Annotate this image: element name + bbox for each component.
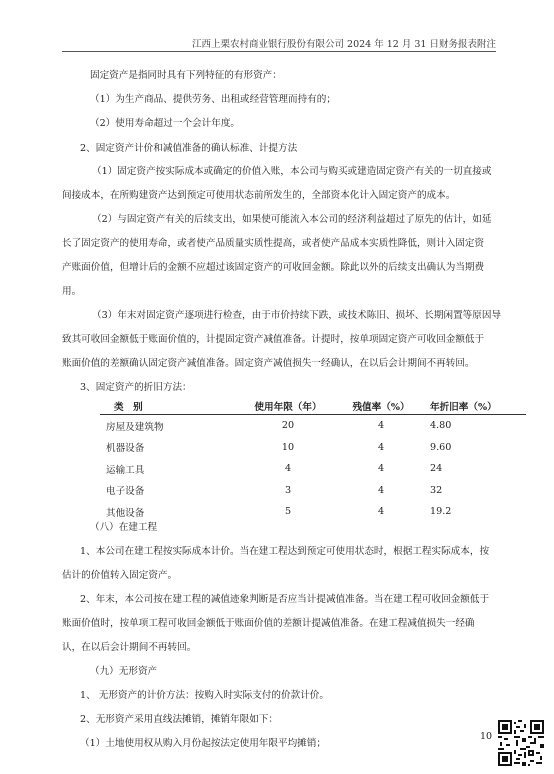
table-cell: 3 xyxy=(284,484,292,496)
paragraph-line: （2）使用寿命超过一个会计年度。 xyxy=(90,118,241,129)
table-row xyxy=(100,458,526,480)
table-cell: 4 xyxy=(284,463,292,475)
section-heading: 3、固定资产的折旧方法： xyxy=(80,382,192,393)
table-cell: 5 xyxy=(284,506,292,518)
table-cell: 运输工具 xyxy=(106,464,145,476)
table-cell: 4 xyxy=(377,506,385,518)
header-rule xyxy=(62,51,496,52)
paragraph-line: 用。 xyxy=(62,286,82,297)
paragraph-line: 长了固定资产的使用寿命，或者使产品质量实质性提高，或者使产品成本实质性降低，则计入固定资 xyxy=(62,238,485,249)
table-cell: 20 xyxy=(281,420,295,432)
table-cell: 电子设备 xyxy=(106,486,145,498)
table-cell: 其他设备 xyxy=(106,507,145,519)
paragraph-line: （3）年末对固定资产逐项进行检查，由于市价持续下跌，或技术陈旧、损坏、长期闲置等原因导 xyxy=(92,310,502,321)
qr-code-icon xyxy=(498,720,544,766)
paragraph-line: 间接成本，在所购建资产达到预定可使用状态前所发生的，全部资本化计入固定资产的成本。 xyxy=(62,190,456,201)
table-cell: 4 xyxy=(377,420,385,432)
section-heading: （九）无形资产 xyxy=(90,666,158,677)
table-cell: 4 xyxy=(377,441,385,453)
section-heading: （八）在建工程 xyxy=(90,522,158,533)
table-row xyxy=(100,415,526,437)
table-cell: 4 xyxy=(377,484,385,496)
table-cell: 房屋及建筑物 xyxy=(106,421,164,433)
paragraph-line: （2）与固定资产有关的后续支出，如果使可能流入本公司的经济利益超过了原先的估计，如延 xyxy=(92,214,492,225)
paragraph-line: 1、本公司在建工程按实际成本计价。当在建工程达到预定可使用状态时，根据工程实际成本，按 xyxy=(80,546,490,557)
page-number: 10 xyxy=(480,731,493,742)
paragraph-line: 致其可收回金额低于账面价值的，计提固定资产减值准备。计提时，按单项固定资产可收回金额低于 xyxy=(62,334,485,345)
paragraph-line: （1）为生产商品、提供劳务、出租或经营管理而持有的； xyxy=(90,94,336,105)
table-cell: 24 xyxy=(430,463,443,475)
paragraph-line: 认，在以后会计期间不再转回。 xyxy=(62,642,197,653)
table-row xyxy=(100,501,526,523)
section-heading: 2、固定资产计价和减值准备的确认标准、计提方法 xyxy=(80,143,298,154)
paragraph-line: 估计的价值转入固定资产。 xyxy=(62,570,178,581)
table-cell: 10 xyxy=(281,441,295,453)
table-cell: 4.80 xyxy=(430,420,452,432)
paragraph-line: 账面价值时，按单项工程可收回金额低于账面价值的差额计提减值准备。在建工程减值损失一经确 xyxy=(62,618,475,629)
table-header-row xyxy=(100,398,526,415)
column-header: 残值率（%） xyxy=(332,398,430,415)
paragraph-line: 1、 无形资产的计价方法：按购入时实际支付的价款计价。 xyxy=(80,690,329,701)
paragraph-line: 固定资产是指同时具有下列特征的有形资产： xyxy=(90,70,282,81)
paragraph-line: 2、无形资产采用直线法摊销，摊销年限如下： xyxy=(80,714,278,725)
table-row xyxy=(100,437,526,459)
table-row xyxy=(100,480,526,502)
paragraph-line: 产账面价值，但增计后的金额不应超过该固定资产的可收回金额。除此以外的后续支出确认为当期费 xyxy=(62,262,485,273)
column-header: 类 别 xyxy=(100,398,244,415)
column-header: 年折旧率（%） xyxy=(430,398,526,415)
page-header: 江西上栗农村商业银行股份有限公司 2024 年 12 月 31 日财务报表附注 xyxy=(192,39,496,50)
table-cell: 4 xyxy=(377,463,385,475)
paragraph-line: （1）固定资产按实际成本或确定的价值入账，本公司与购买或建造固定资产有关的一切直接或 xyxy=(92,166,492,177)
column-header: 使用年限（年） xyxy=(244,398,332,415)
table-cell: 32 xyxy=(430,484,443,496)
depreciation-table xyxy=(100,398,526,523)
table-cell: 9.60 xyxy=(430,441,452,453)
table-cell: 机器设备 xyxy=(106,443,145,455)
paragraph-line: 账面价值的差额确认固定资产减值准备。固定资产减值损失一经确认，在以后会计期间不再转回。 xyxy=(62,358,475,369)
table-cell: 19.2 xyxy=(430,506,452,518)
paragraph-line: 2、年末，本公司按在建工程的减值迹象判断是否应当计提减值准备。当在建工程可收回金额低于 xyxy=(80,594,490,605)
paragraph-line: （1）土地使用权从购入月份起按法定使用年限平均摊销； xyxy=(80,738,326,749)
